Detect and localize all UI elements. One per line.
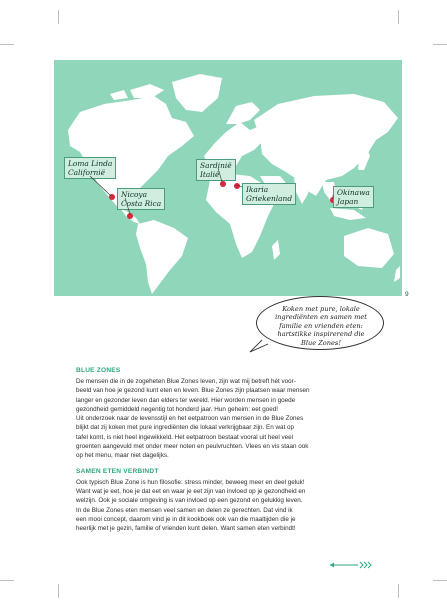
zone-label-line: Nicoya bbox=[121, 190, 148, 199]
pin-sardinia bbox=[220, 181, 226, 187]
zone-label-line: Okinawa bbox=[337, 188, 370, 197]
continue-arrow-icon bbox=[328, 560, 376, 570]
zone-label-line: Griekenland bbox=[246, 194, 293, 203]
crop-mark bbox=[0, 44, 14, 45]
crop-mark bbox=[398, 584, 399, 598]
quote-line: Koken met pure, lokale bbox=[282, 305, 360, 313]
text-line: In de Blue Zones eten mensen veel samen en delen ze gerechten. Dat vind ik bbox=[76, 506, 293, 514]
article-body bbox=[76, 366, 376, 533]
pin-nicoya bbox=[127, 213, 133, 219]
text-line: Uit onderzoek naar de levensstijl en het eetpatroon van mensen in de Blue Zones bbox=[76, 415, 304, 423]
quote-line: familie en vrienden eten: bbox=[279, 321, 363, 330]
crop-mark bbox=[433, 580, 447, 581]
text-line: op het menu, maar niet dagelijks. bbox=[76, 452, 169, 460]
zone-label-line: Costa Rica bbox=[121, 199, 162, 208]
text-line: blijkt dat zij koken met pure ingrediënten die lokaal verkrijgbaar zijn. En wat op bbox=[76, 424, 295, 432]
text-line: heerlijk met je gezin, familie of vrienden kunt delen. Want samen eten verbindt! bbox=[76, 525, 296, 533]
quote-line: Blue Zones! bbox=[301, 338, 341, 347]
zone-label-okinawa bbox=[333, 186, 374, 208]
text-line: langer en gezonder leven dan elders ter wereld. Hier worden mensen in goede bbox=[76, 396, 296, 404]
quote-text bbox=[267, 305, 375, 347]
zone-label-line: Loma Linda bbox=[68, 159, 113, 168]
quote-line: hartstikke inspirerend die bbox=[277, 330, 365, 339]
text-line: beeld van hoe je gezond kunt eten en leven. Blue Zones zijn plaatsen waar mensen bbox=[76, 387, 310, 395]
text-line: tafel komt, is niet heel ingewikkeld. Het eetpatroon bestaat vooral uit heel veel bbox=[76, 433, 294, 441]
crop-mark bbox=[398, 10, 399, 24]
crop-mark bbox=[58, 10, 59, 24]
text-line: gezondheid gemiddeld negentig tot honderd jaar. Hun geheim: eet goed! bbox=[76, 405, 279, 413]
text-line: welzijn. Ook je sociale omgeving is van invloed op een gezond en gelukkig leven. bbox=[76, 497, 303, 505]
crop-mark bbox=[0, 580, 14, 581]
text-line: groenten aangevuld met onder meer noten en peulvruchten. Vlees en vis staan ook bbox=[76, 443, 309, 451]
page-number: 9 bbox=[405, 291, 409, 298]
zone-label-line: Californië bbox=[68, 168, 106, 177]
zone-label-line: Sardinië bbox=[200, 161, 232, 170]
zone-label-sardinia bbox=[196, 159, 236, 181]
zone-label-ikaria bbox=[242, 183, 296, 205]
zone-label-nicoya bbox=[117, 188, 165, 210]
zone-label-line: Japan bbox=[337, 197, 359, 206]
text-line: een mooi concept, daarom vind je in dit kookboek ook van die maaltijden die je bbox=[76, 515, 296, 523]
text-line: De mensen die in de zogeheten Blue Zones leven, zijn wat mij betreft hét voor- bbox=[76, 378, 296, 385]
crop-mark bbox=[433, 44, 447, 45]
zone-label-loma-linda bbox=[64, 157, 116, 179]
crop-mark bbox=[58, 584, 59, 598]
zone-label-line: Italië bbox=[200, 170, 220, 179]
text-line: Ook typisch Blue Zone is hun filosofie: stress minder, beweeg meer en deel geluk! bbox=[76, 478, 305, 486]
section-heading: BLUE ZONES bbox=[76, 367, 121, 374]
pin-ikaria bbox=[234, 183, 240, 189]
section-heading: SAMEN ETEN VERBINDT bbox=[76, 467, 159, 475]
quote-line: ingrediënten en samen met bbox=[275, 313, 367, 322]
pin-loma-linda bbox=[109, 194, 115, 200]
text-line: Want wat je eet, hoe je dat eet en waar je eet zijn van invloed op je gezondheid en bbox=[76, 487, 306, 495]
zone-label-line: Ikaria bbox=[246, 185, 269, 194]
